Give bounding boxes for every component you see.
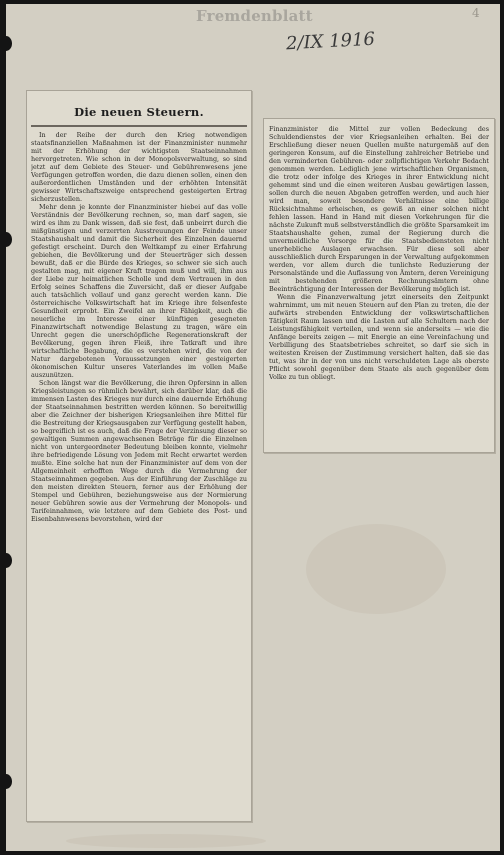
- headline-rule: [31, 125, 247, 127]
- page-number: 4: [472, 6, 480, 20]
- newspaper-source-stamp: Fremdenblatt: [196, 7, 313, 25]
- article-body-right: [269, 125, 489, 447]
- article-paragraph: In der Reihe der durch den Krieg notwendigen staatsfinanziellen Maßnahmen ist der Finanzminister nunmehr mit der Erhöhung der wichtigsten Staatseinnahmen hervorgetreten. Wie schon in der Monopolsverwaltung, so sind jetzt auf dem Gebiete des Steuer- und Gebührenwesens jene Verfügungen getroffen worden, die dazu dienen sollen, einen den außerordentlichen Umständen und der erhöhten Intensität gewisser Wirtschaftszweige entsprechend gesteigerten Ertrag sicherzustellen.: [31, 131, 247, 203]
- paper-stain: [306, 524, 446, 614]
- handwritten-date: 2/IX 1916: [285, 28, 376, 55]
- clipping-right-column: [263, 118, 495, 453]
- clipping-left-column: [26, 90, 252, 822]
- article-paragraph: Mehr denn je konnte der Finanzminister hiebei auf das volle Verständnis der Bevölkerung rechnen, so, man darf sagen, sie wird es ihm zu Dank wissen, daß sie fest, daß unbeirrt durch die mißgünstigen und verzerrten Ausstreuungen der Feinde unser Staatshaushalt und damit die Sicherheit des Einzelnen dauernd gefestigt erscheint. Durch den Weltkampf zu einer Erfahrung gebiehen, die Bevölkerung und der Steuerträger sich dessen bewußt, daß er die Bürde des Krieges, so schwer sie sich auch gestalten mag, mit eigener Kraft tragen muß und will, ihm aus der Liebe zur heimatlichen Scholle und dem Vertrauen in den Erfolg seines Schaffens die Zuversicht, daß er dieser Aufgabe auch tatsächlich vollauf und ganz gerecht werden kann. Die österreichische Volkswirtschaft hat im Kriege ihre felsenfeste Gesundheit erprobt. Ein Zweifel an ihrer Fähigkeit, auch die neuerliche im Interesse einer künftigen gesegneten Finanzwirtschaft notwendige Belastung zu tragen, wäre ein Unrecht gegen die unerschöpfliche Regenerationskraft der Bevölkerung, gegen ihren Fleiß, ihre Tatkraft und ihre wirtschaftliche Begabung, die es verstehen wird, die von der Natur dargebotenen Voraussetzungen einer gesteigerten ökonomischen Kultur unseres Vaterlandes im vollen Maße auszunützen.: [31, 203, 247, 379]
- article-paragraph: Wenn die Finanzverwaltung jetzt einerseits den Zeitpunkt wahrnimmt, um mit neuen Steuern auf den Plan zu treten, die der aufwärts strebenden Entwicklung der volkswirtschaftlichen Tätigkeit Raum lassen und die Lasten auf alle Schultern nach der Leistungsfähigkeit verteilen, und wenn sie anderseits — wie die Anfänge bereits zeigen — mit Energie an eine Vereinfachung und Verbilligung des Staatsbetriebes schreitet, so darf sie sich in weitesten Kreisen der Zustimmung versichert halten, daß sie das tut, was ihr in der von uns nicht verschuldeten Lage als oberste Pflicht sowohl gegenüber dem Staate als auch gegenüber dem Volke zu tun obliegt.: [269, 293, 489, 381]
- article-paragraph: Schon längst war die Bevölkerung, die ihren Opfersinn in allen Kriegsleistungen so rühmlich bewährt, sich darüber klar, daß die immensen Lasten des Krieges nur durch eine dauernde Erhöhung der Staatseinnahmen bestritten werden können. So bereitwillig aber die Zeichner der bisherigen Kriegsanleihen ihre Mittel für die Bestreitung der Kriegsausgaben zur Verfügung gestellt haben, so begreiflich ist es auch, daß die Frage der Verzinsung dieser so gewaltigen Summen angewachsenen Beträge für die Einzelnen nicht von untergeordneter Bedeutung bleiben konnte, vielmehr ihre befriedigende Lösung von Jedem mit Recht erwartet werden mußte. Eine solche hat nun der Finanzminister auf dem von der Allgemeinheit erhofften Wege durch die Vermehrung der Staatseinnahmen gegeben. Aus der Einführung der Zuschläge zu den meisten direkten Steuern, ferner aus der Erhöhung der Stempel und Gebühren, beziehungsweise aus der Normierung neuer Gebühren sowie aus der Vermehrung der Monopols- und Tarifeinnahmen, wie letztere auf dem Gebiete des Post- und Eisenbahnwesens bevorstehen, wird der: [31, 379, 247, 523]
- binding-hole: [0, 553, 12, 568]
- binding-hole: [0, 774, 12, 789]
- article-paragraph: Finanzminister die Mittel zur vollen Bedeckung des Schuldendienstes der vier Kriegsanleihen erhalten. Bei der Erschließung dieser neuen Quellen mußte naturgemäß auf den geringeren Konsum, auf die Einstellung zahlreicher Betriebe und den verminderten Gebühren- oder zollpflichtigen Verkehr Bedacht genommen werden. Lediglich jene wirtschaftlichen Organismen, die trotz oder infolge des Krieges in ihrer Entwicklung nicht gehemmt sind und die einen weiteren Ausbau gewärtigen lassen, sollen durch die neuen Abgaben getroffen werden, und auch hier wird man, soweit besondere Verhältnisse eine billige Rücksichtnahme erheischen, es gewiß an einer solchen nicht fehlen lassen. Hand in Hand mit diesen Vorkehrungen für die nächste Zukunft muß selbstverständlich die größte Sparsamkeit im Staatshaushalte gehen, zumal der Regierung durch die unvermeidliche Vorsorge für die Staatsbediensteten nicht unerhebliche Auslagen erwachsen. Für diese soll aber ausschließlich durch Ersparungen in der Verwaltung aufgekommen werden, vor allem durch die tunlichste Reduzierung der Personalstände und die Auflassung von Ämtern, deren Vereinigung mit bestehenden größeren Rechnungsämtern ohne Beeinträchtigung der Interessen der Bevölkerung möglich ist.: [269, 125, 489, 293]
- article-headline: Die neuen Steuern.: [74, 105, 204, 119]
- article-body-left: [31, 131, 247, 781]
- paper-stain: [66, 834, 266, 848]
- binding-hole: [0, 232, 12, 247]
- binding-hole: [0, 36, 12, 51]
